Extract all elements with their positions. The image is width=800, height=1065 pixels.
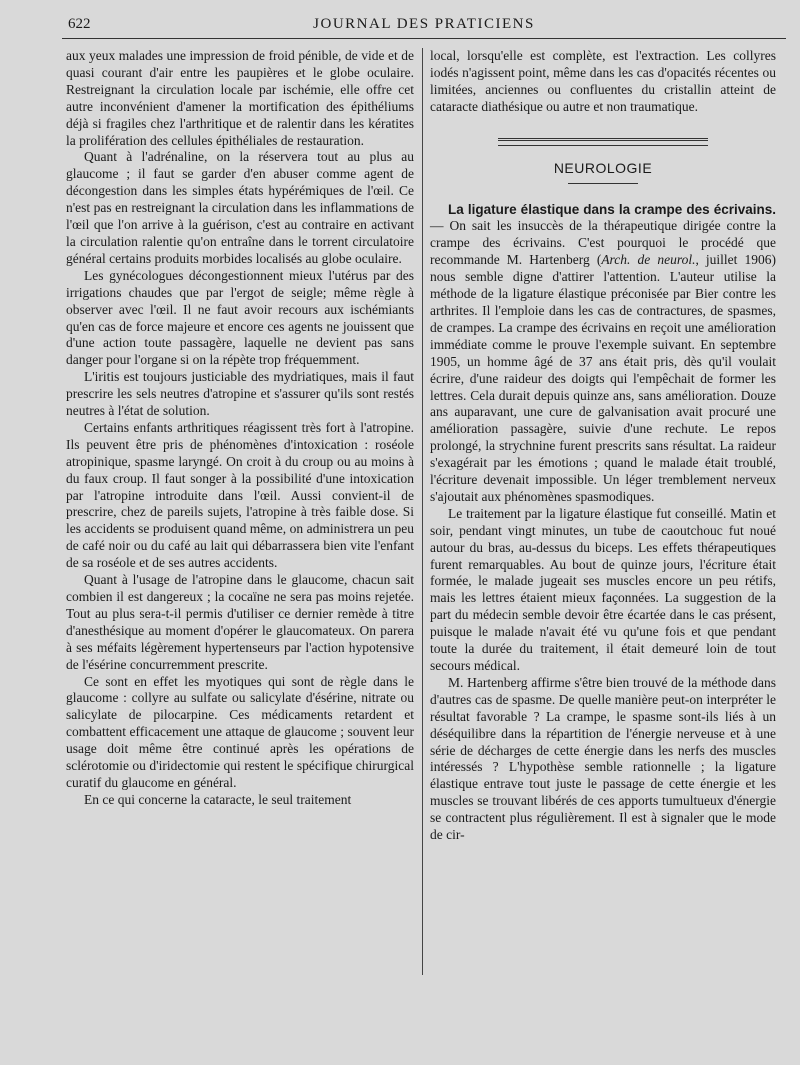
- article-reference: Arch. de neurol.: [601, 252, 696, 268]
- section-rule: [498, 138, 708, 146]
- paragraph: Quant à l'usage de l'atropine dans le glaucome, chacun sait combien il est dangereux ; la cocaïne ne sera pas moins rejetée. Tout au plus sera-t-il permis d'utiliser ce dernier remède à titre d'anesthésique au moment d'opérer le glaucomateux. On parera à ses méfaits légèrement hypertenseurs par l'action hypotensive de l'ésérine concurremment prescrite.: [66, 572, 414, 672]
- paragraph: Les gynécologues décongestionnent mieux l'utérus par des irrigations chaudes que par l'ergot de seigle; même règle à observer avec l'œil. Il ne faut avoir recours aux ischémiants qu'en cas de force majeure et encore ces agents ne jouissent que d'une action toute passagère, laquelle ne devient pas sans danger pour l'organe si on la répète trop fréquemment.: [66, 267, 414, 368]
- article-title: La ligature élastique dans la crampe des écrivains.: [448, 201, 776, 217]
- paragraph: Quant à l'adrénaline, on la réservera tout au plus au glaucome ; il faut se garder d'en abuser comme agent de décongestion dans les simples états hypérémiques de l'œil. Ce n'est pas en restreignant la circulation dans les inflammations de l'œil que l'on arrive à la guérison, c'est au contraire en activant la circulation ralentie qu'on entraîne dans le torrent circulatoire général certains produits morbides localisés au globe oculaire.: [66, 149, 414, 266]
- page-header: [62, 12, 786, 39]
- journal-title: JOURNAL DES PRATICIENS: [313, 16, 535, 32]
- article-text: — On sait les insuccès de la thérapeutique dirigée contre la crampe des écrivains. C'est pourquoi le procédé que recommande M. Hartenberg (: [430, 218, 776, 268]
- right-column: [430, 48, 776, 844]
- article-paragraph: [430, 202, 776, 506]
- paragraph: L'iritis est toujours justiciable des mydriatiques, mais il faut prescrire les sels neutres d'atropine et s'assurer qu'ils sont restés neutres à l'état de solution.: [66, 369, 414, 419]
- left-column: [66, 48, 414, 809]
- paragraph: En ce qui concerne la cataracte, le seul traitement: [84, 791, 352, 807]
- paragraph: Ce sont en effet les myotiques qui sont de règle dans le glaucome : collyre au sulfate ou salicylate d'ésérine, nitrate ou salicylate de pilocarpine. Ces médicaments retardent et combattent efficacement une attaque de glaucome ; souvent leur usage doit même être continué après les opérations de sclérotomie ou d'iridectomie qui restent le spécifique chirurgical curatif du glaucome en général.: [66, 673, 414, 790]
- paragraph: aux yeux malades une impression de froid pénible, de vide et de quasi courant d'air entre les paupières et le globe oculaire. Restreignant la circulation locale par ischémie, elle offre cet autre inconvénient d'amener la mortification des épithéliums déjà si fragiles chez l'arthritique et de ralentir dans les kératites la prolifération des cellules épithéliales de restauration.: [66, 48, 414, 148]
- paragraph: Certains enfants arthritiques réagissent très fort à l'atropine. Ils peuvent être pris de phénomènes d'intoxication : roséole atropinique, spasme laryngé. On croit à du croup ou au moins à du faux croup. Il faut songer à la possibilité d'une intoxication par l'atropine introduite dans l'œil. Aussi convient-il de prescrire, chez de pareils sujets, l'atropine à très faible dose. Si les accidents se produisent quand même, on administrera un peu de café noir ou du café au lait qui débarrassera bien vite l'enfant de sa roséole et de ses autres accidents.: [66, 419, 414, 571]
- section-underline: [568, 183, 638, 184]
- article-text: , juillet 1906) nous semble digne d'attirer l'attention. L'auteur utilise la méthode de la ligature élastique préconisée par Bier contre les arthrites. Il l'emploie dans les cas de contractures, de spasmes, de crampes. La crampe des écrivains en reçoit une amélioration immédiate comme le prouve l'exemple suivant. En septembre 1905, un homme âgé de 37 ans était pris, dès qu'il voulait écrire, d'une raideur des doigts qui l'empêchait de former les lettres. Cela durait depuis quinze ans, sans amélioration. Douze ans auparavant, une cure de galvanisation avait procuré une amélioration passagère, suivie d'une rechute. Le repos prolongé, la strychnine furent prescrits sans résultat. La raideur s'exagérait par les émotions ; quand le malade était troublé, l'écriture devenait impossible. Un léger tremblement nerveux s'ajoutait aux phénomènes spasmodiques.: [430, 252, 777, 504]
- paragraph: Le traitement par la ligature élastique fut conseillé. Matin et soir, pendant vingt minutes, un tube de caoutchouc fut noué autour du bras, au-dessus du biceps. Les effets thérapeutiques furent remarquables. Au bout de quinze jours, l'écriture était formée, le malade jugeait ses muscles encore un peu rétifs, mais les lettres étaient mieux façonnées. La suggestion de la part du médecin semble devoir être écartée dans le cas présent, puisque le malade n'avait été vu qu'une fois et que pendant toute la durée du traitement, il était demeuré loin de tout secours médical.: [430, 505, 776, 673]
- paragraph: local, lorsqu'elle est complète, est l'extraction. Les collyres iodés n'agissent point, même dans les cas d'opacités récentes ou limitées, anciennes ou confluentes du cristallin atteint de cataracte diathésique ou autre et non traumatique.: [430, 48, 776, 114]
- page-number: 622: [68, 16, 91, 32]
- section-title: NEUROLOGIE: [553, 159, 653, 176]
- paragraph: M. Hartenberg affirme s'être bien trouvé de la méthode dans d'autres cas de spasme. De quelle manière peut-on interpréter le résultat favorable ? La crampe, le spasme sont-ils liés à un déséquilibre dans la répartition de l'énergie nerveuse et à une série de décharges de cette énergie dans les nerfs des muscles intéressés ? L'hypothèse semble rationnelle ; la ligature élastique entrave tout juste le passage de cette énergie et les muscles se trouvant libérés de ces apports tumultueux d'énergie se contractent plus régulièrement. Il est à signaler que le mode de cir-: [430, 674, 776, 843]
- column-divider: [422, 48, 423, 975]
